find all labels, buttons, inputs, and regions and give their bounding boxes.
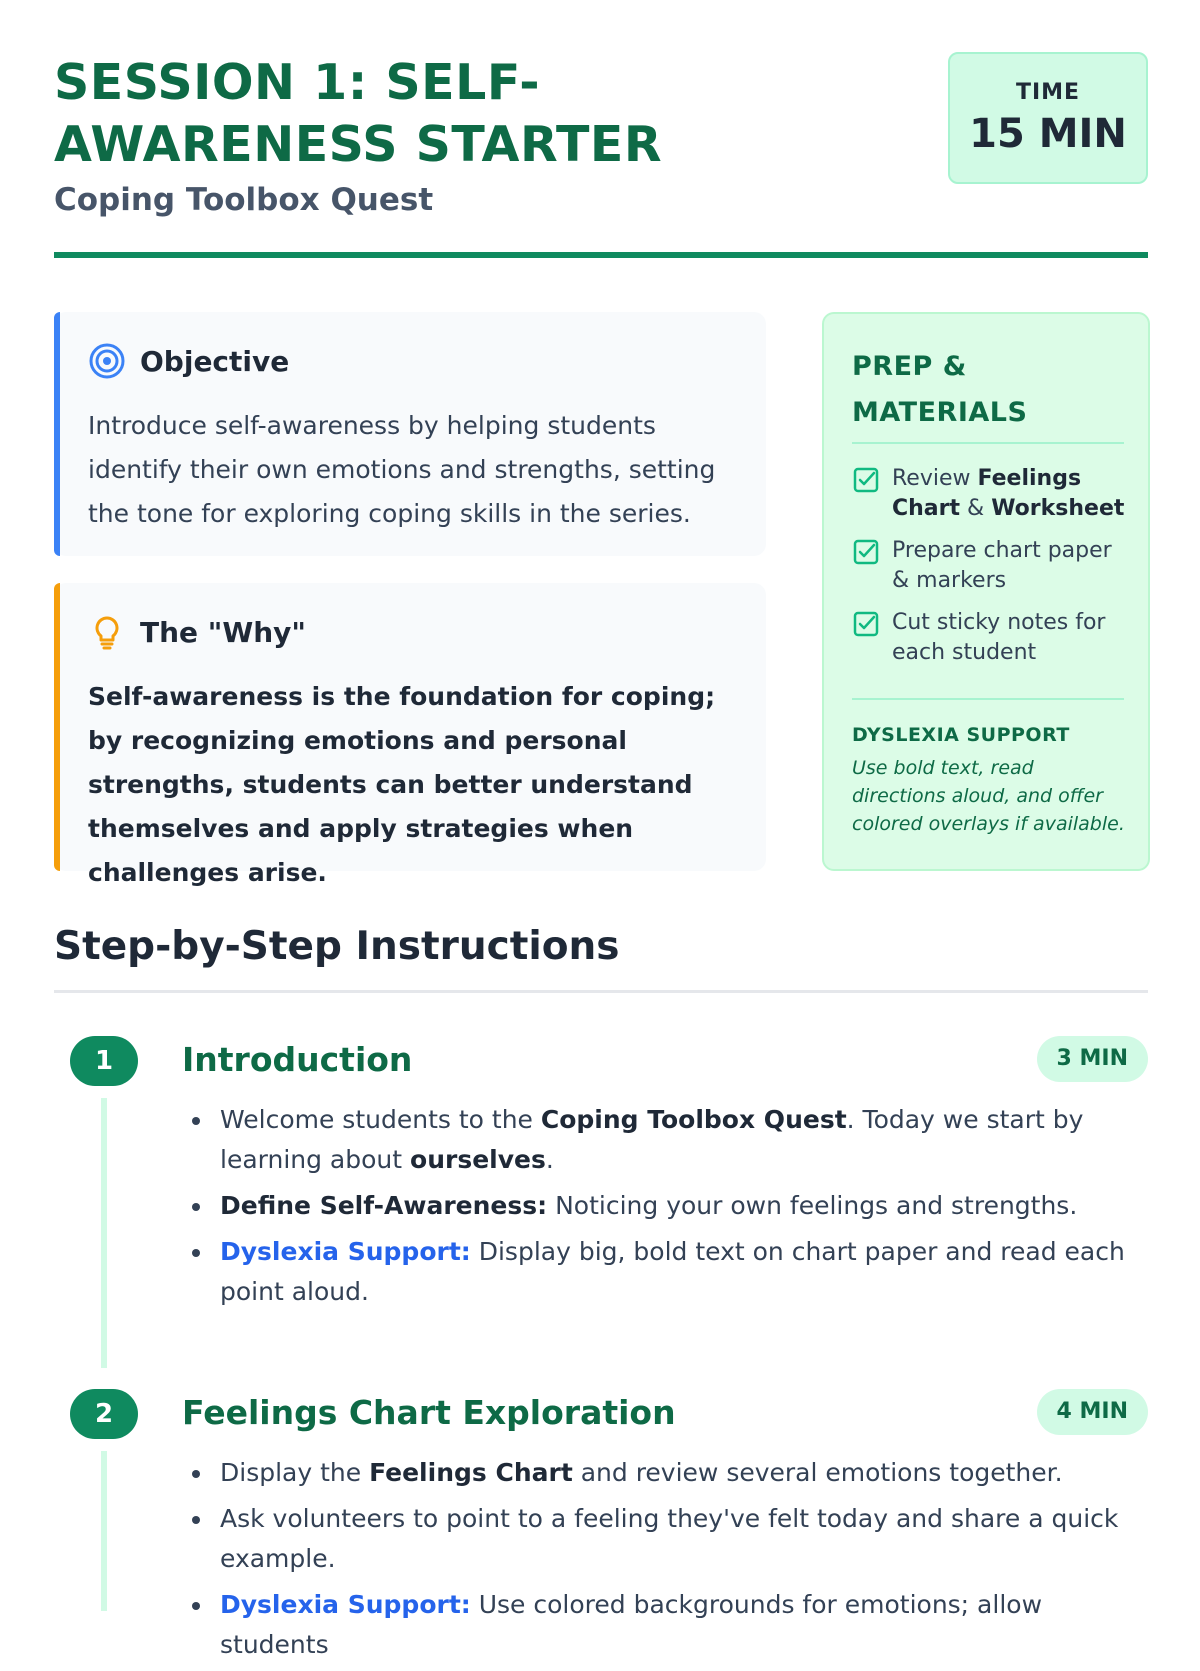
step-duration: 4 MIN: [1037, 1389, 1148, 1435]
step-list: [214, 1100, 1144, 1318]
step-2: [54, 1389, 1148, 1659]
time-value: 15 MIN: [969, 111, 1127, 157]
dyslexia-support-title: DYSLEXIA SUPPORT: [852, 724, 1070, 746]
dyslexia-support-text: Use bold text, read directions aloud, and offer colored overlays if available.: [852, 757, 1125, 835]
checkbox-icon: [852, 538, 880, 566]
prep-divider: [852, 698, 1124, 700]
list-item: • Welcome students to the Coping Toolbox Quest. Today we start by learning about ourselves.: [214, 1100, 1144, 1180]
list-item: • Ask volunteers to point to a feeling they've felt today and share a quick example.: [214, 1499, 1144, 1579]
objective-text: Introduce self-awareness by helping students identify their own emotions and strengths, setting the tone for exploring coping skills in the series.: [88, 411, 716, 528]
objective-card: [54, 312, 766, 556]
target-icon: [88, 342, 126, 380]
step-title: Feelings Chart Exploration: [182, 1393, 676, 1432]
list-item: • Dyslexia Support: Use colored backgrounds for emotions; allow students: [214, 1585, 1144, 1665]
list-item: • Dyslexia Support: Display big, bold text on chart paper and read each point aloud.: [214, 1232, 1144, 1312]
why-title: The "Why": [140, 615, 307, 649]
list-item: • Define Self-Awareness: Noticing your own feelings and strengths.: [214, 1186, 1144, 1226]
step-number: 2: [70, 1389, 138, 1439]
prep-list: [852, 464, 1132, 680]
lightbulb-icon: [88, 613, 126, 651]
prep-item: Prepare chart paper & markers: [852, 536, 1132, 596]
objective-title: Objective: [140, 344, 290, 378]
time-label: TIME: [1015, 80, 1081, 105]
time-badge: [948, 52, 1148, 184]
why-card: [54, 583, 766, 887]
header-divider: [54, 252, 1148, 258]
page-title: SESSION 1: SELF-AWARENESS STARTER: [54, 54, 663, 173]
steps-heading: Step-by-Step Instructions: [54, 924, 620, 969]
step-1: [54, 1036, 1148, 1336]
step-list: [214, 1453, 1144, 1671]
checkbox-icon: [852, 610, 880, 638]
step-number: 1: [70, 1036, 138, 1086]
step-title: Introduction: [182, 1040, 413, 1079]
prep-item: Review Feelings Chart & Worksheet: [852, 464, 1132, 524]
why-text: Self-awareness is the foundation for coping; by recognizing emotions and personal strengths, students can better understand themselves and apply strategies when challenges arise.: [88, 682, 716, 887]
prep-title: PREP & MATERIALS: [852, 351, 1028, 428]
step-timeline: [101, 1451, 107, 1611]
prep-divider: [852, 442, 1124, 444]
step-timeline: [101, 1098, 107, 1368]
prep-item: Cut sticky notes for each student: [852, 608, 1132, 668]
page-subtitle: Coping Toolbox Quest: [54, 182, 434, 218]
prep-materials-panel: [822, 312, 1150, 871]
step-duration: 3 MIN: [1037, 1036, 1148, 1082]
list-item: • Display the Feelings Chart and review several emotions together.: [214, 1453, 1144, 1493]
steps-divider: [54, 990, 1148, 993]
checkbox-icon: [852, 466, 880, 494]
page-header: [54, 52, 1148, 220]
